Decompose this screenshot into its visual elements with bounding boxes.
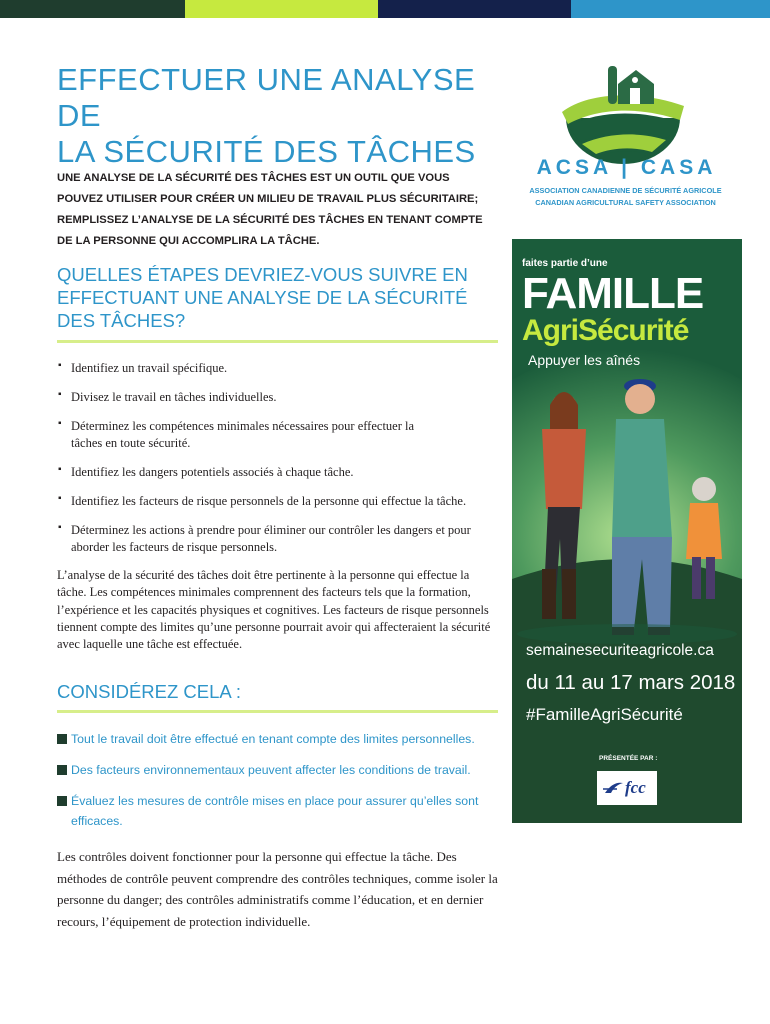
list-item xyxy=(57,760,502,780)
square-bullet-icon xyxy=(57,796,67,806)
poster-title-famille: FAMILLE xyxy=(522,269,704,318)
association-name-en: CANADIAN AGRICULTURAL SAFETY ASSOCIATION xyxy=(535,198,716,207)
list-item xyxy=(57,791,502,831)
poster-title-agrisecurite: AgriSécurité xyxy=(522,314,689,347)
top-color-bar xyxy=(0,0,770,18)
list-item: ▪ Identifiez les dangers potentiels associés à chaque tâche. xyxy=(57,464,497,481)
list-item-text: Évaluez les mesures de contrôle mises en place pour assurer qu’elles sont efficaces. xyxy=(71,794,479,828)
bar-segment-dark-green xyxy=(0,0,185,18)
considerations-list xyxy=(57,729,502,842)
square-bullet-icon xyxy=(57,765,67,775)
square-bullet-icon xyxy=(57,734,67,744)
list-item xyxy=(57,729,502,749)
list-item-text: Des facteurs environnementaux peuvent affecter les conditions de travail. xyxy=(71,763,471,777)
poster-presented-by: PRÉSENTÉE PAR : xyxy=(599,755,658,762)
section-divider-consider xyxy=(57,710,498,713)
section-heading-steps: QUELLES ÉTAPES DEVRIEZ-VOUS SUIVRE EN EFFECTUANT UNE ANALYSE DE LA SÉCURITÉ DES TÂCHES? xyxy=(57,264,468,331)
list-item-text: Tout le travail doit être effectué en tenant compte des limites personnelles. xyxy=(71,732,475,746)
title-line-1: EFFECTUER UNE ANALYSE DE xyxy=(57,62,476,133)
section-heading-consider: CONSIDÉREZ CELA : xyxy=(57,681,242,702)
title-line-2: LA SÉCURITÉ DES TÂCHES xyxy=(57,134,476,169)
fcc-wordmark: fcc xyxy=(625,778,646,797)
acsa-casa-wordmark: ACSA | CASA xyxy=(536,156,717,179)
association-name-fr: ASSOCIATION CANADIENNE DE SÉCURITÉ AGRICOLE xyxy=(529,186,722,195)
fcc-sponsor-logo xyxy=(597,771,657,805)
steps-list xyxy=(57,360,497,568)
list-item: ▪ Déterminez les actions à prendre pour éliminer our contrôler les dangers et pour aborder les facteurs de risque personnels. xyxy=(57,522,497,556)
acsa-farm-logo-icon xyxy=(528,58,718,166)
list-item: ▪ Divisez le travail en tâches individuelles. xyxy=(57,389,497,406)
list-item: ▪ Identifiez les facteurs de risque personnels de la personne qui effectue la tâche. xyxy=(57,493,497,510)
controls-paragraph: Les contrôles doivent fonctionner pour la personne qui effectue la tâche. Des méthodes de contrôle peuvent comprendre des contrôles techniques, comme isoler la personne du danger; des contrôles administratifs comme l’éducation, et en dernier recours, l’équipement de protection individuelle. xyxy=(57,849,498,929)
intro-text: UNE ANALYSE DE LA SÉCURITÉ DES TÂCHES EST UN OUTIL QUE VOUS POUVEZ UTILISER POUR CRÉER UN MILIEU DE TRAVAIL PLUS SÉCURITAIRE; REMPLISSEZ L’ANALYSE DE LA SÉCURITÉ DES TÂCHES EN TENANT COMPTE DE LA PERSONNE QUI ACCOMPLIRA LA TÂCHE. xyxy=(57,172,483,247)
bar-segment-lime xyxy=(185,0,378,18)
list-item: ▪ Déterminez les compétences minimales nécessaires pour effectuer la tâches en toute sécurité. xyxy=(57,418,497,452)
poster-pretitle: faites partie d’une xyxy=(522,258,608,269)
poster-dates: du 11 au 17 mars 2018 xyxy=(526,671,736,694)
fcc-swoosh-icon xyxy=(603,779,625,797)
section-divider-steps xyxy=(57,340,498,343)
poster-hashtag: #FamilleAgriSécurité xyxy=(526,705,683,724)
bar-segment-blue xyxy=(571,0,770,18)
bar-segment-navy xyxy=(378,0,571,18)
poster-subtitle: Appuyer les aînés xyxy=(528,352,641,368)
list-item: ▪ Identifiez un travail spécifique. xyxy=(57,360,497,377)
page-title xyxy=(57,62,517,170)
poster-website: semainesecuriteagricole.ca xyxy=(526,642,714,659)
task-analysis-paragraph: L’analyse de la sécurité des tâches doit être pertinente à la personne qui effectue la tâche. Les compétences minimales comprennent des facteurs tels que la formation, l’expérience et les capacités physiques et cognitives. Les facteurs de risque personnels tiennent compte des limites qu’une personne pourrait avoir qui affecteraient la sécurité avec laquelle une tâche est effectuée. xyxy=(57,568,491,652)
campaign-poster xyxy=(512,239,742,823)
